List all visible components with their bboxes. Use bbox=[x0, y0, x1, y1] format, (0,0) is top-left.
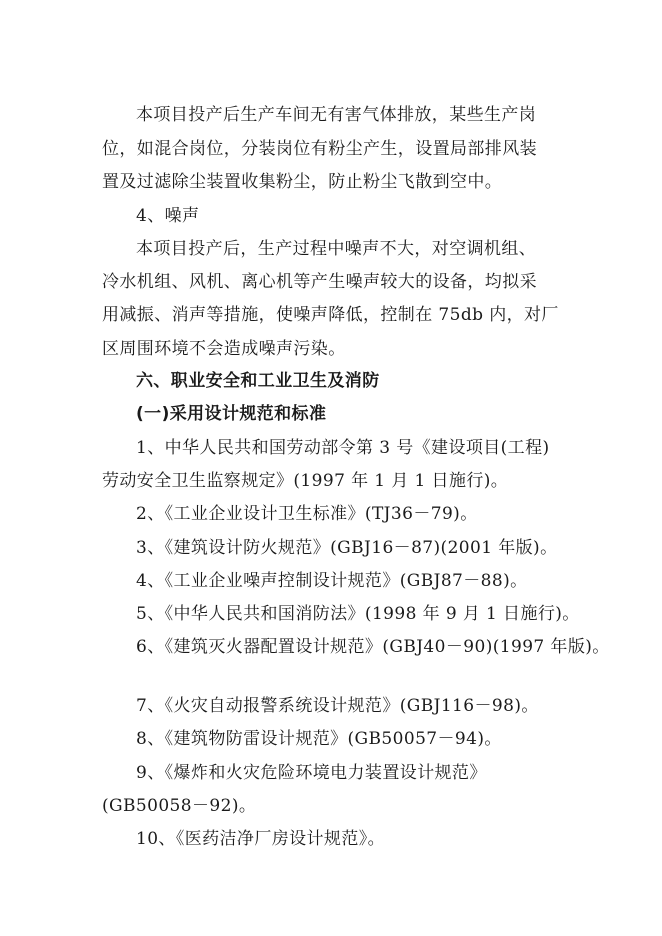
list-item: 4、《工业企业噪声控制设计规范》(GBJ87－88)。 bbox=[136, 571, 528, 591]
list-item-continuation: (GB50058－92)。 bbox=[102, 796, 257, 816]
subsection-heading: (一)采用设计规范和标准 bbox=[136, 404, 327, 424]
list-item-continuation: 劳动安全卫生监察规定》(1997 年 1 月 1 日施行)。 bbox=[102, 471, 509, 491]
list-item: 3、《建筑设计防火规范》(GBJ16－87)(2001 年版)。 bbox=[136, 538, 558, 558]
paragraph-line: 冷水机组、风机、离心机等产生噪声较大的设备，均拟采 bbox=[102, 272, 537, 292]
paragraph-line: 本项目投产后生产车间无有害气体排放，某些生产岗 bbox=[136, 105, 537, 125]
list-item: 2、《工业企业设计卫生标准》(TJ36－79)。 bbox=[136, 504, 478, 524]
paragraph-line: 用减振、消声等措施，使噪声降低，控制在 75db 内，对厂 bbox=[102, 305, 559, 325]
chapter-heading: 六、职业安全和工业卫生及消防 bbox=[136, 371, 380, 391]
section-heading: 4、噪声 bbox=[136, 206, 200, 226]
list-item: 5、《中华人民共和国消防法》(1998 年 9 月 1 日施行)。 bbox=[136, 604, 580, 624]
list-item: 9、《爆炸和火灾危险环境电力装置设计规范》 bbox=[136, 763, 487, 783]
paragraph-line: 置及过滤除尘装置收集粉尘，防止粉尘飞散到空中。 bbox=[102, 172, 503, 192]
list-item: 6、《建筑灭火器配置设计规范》(GBJ40－90)(1997 年版)。 bbox=[136, 637, 610, 657]
paragraph-line: 本项目投产后，生产过程中噪声不大，对空调机组、 bbox=[136, 239, 537, 259]
list-item: 10、《医药洁净厂房设计规范》。 bbox=[136, 829, 386, 849]
paragraph-line: 区周围环境不会造成噪声污染。 bbox=[102, 339, 346, 359]
list-item: 7、《火灾自动报警系统设计规范》(GBJ116－98)。 bbox=[136, 696, 539, 716]
list-item: 8、《建筑物防雷设计规范》(GB50057－94)。 bbox=[136, 729, 502, 749]
list-item: 1、中华人民共和国劳动部令第 3 号《建设项目(工程) bbox=[136, 438, 550, 458]
paragraph-line: 位，如混合岗位，分装岗位有粉尘产生，设置局部排风装 bbox=[102, 139, 537, 159]
